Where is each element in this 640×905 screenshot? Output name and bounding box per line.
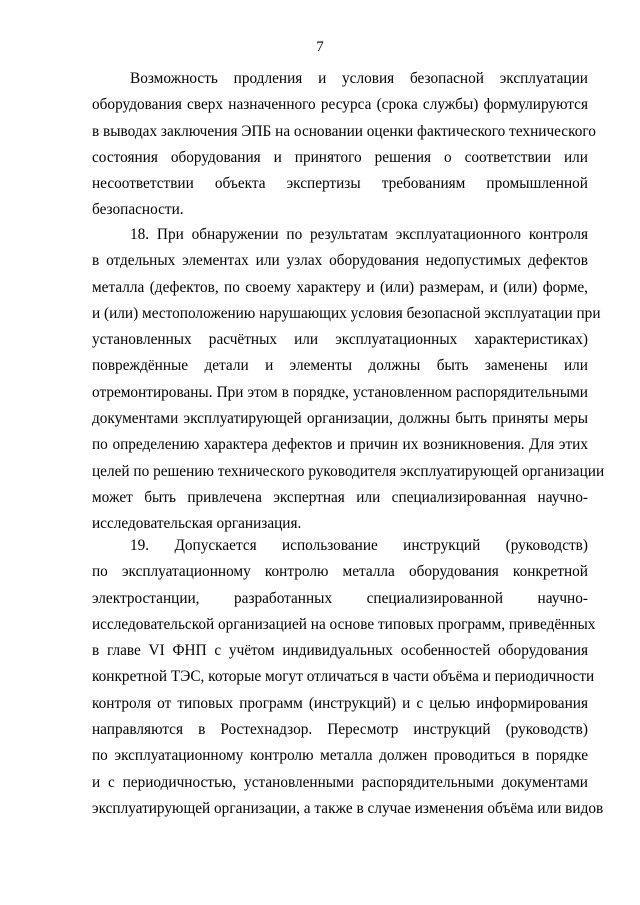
text-line: в главе VI ФНП с учётом индивидуальных особенностей оборудования [92, 642, 588, 660]
text-line: направляются в Ростехнадзор. Пересмотр инструкций (руководств) [92, 721, 588, 739]
text-line: металла (дефектов, по своему характеру и (или) размерам, и (или) форме, [92, 278, 588, 296]
text-line: документами эксплуатирующей организации, должны быть приняты меры [92, 410, 588, 428]
text-line: и (или) местоположению нарушающих условия безопасной эксплуатации при [92, 304, 601, 322]
text-line: контроля от типовых программ (инструкций) и с целью информирования [92, 694, 588, 712]
text-line: целей по решению технического руководителя эксплуатирующей организации [92, 462, 605, 480]
text-line: исследовательской организацией на основе типовых программ, приведённых [92, 615, 596, 633]
text-line: и с периодичностью, установленными распорядительными документами [92, 773, 588, 791]
text-line: электростанции, разработанных специализированной научно- [92, 589, 588, 607]
text-line: 18. При обнаружении по результатам эксплуатационного контроля [130, 226, 588, 243]
text-line: в отдельных элементах или узлах оборудования недопустимых дефектов [92, 252, 588, 270]
text-line: повреждённые детали и элементы должны быть заменены или [92, 357, 588, 375]
text-line: конкретной ТЭС, которые могут отличаться в части объёма и периодичности [92, 668, 595, 686]
text-line: может быть привлечена экспертная или специализированная научно- [92, 488, 588, 506]
text-line: исследовательская организация. [92, 515, 302, 533]
text-line: оборудования сверх назначенного ресурса (срока службы) формулируются [92, 96, 588, 114]
text-line: установленных расчётных или эксплуатационных характеристиках) [92, 331, 588, 349]
text-line: несоответствии объекта экспертизы требованиям промышленной [92, 175, 588, 193]
paragraph-clause-18 [92, 222, 605, 538]
text-line: по определению характера дефектов и причин их возникновения. Для этих [92, 436, 588, 454]
paragraph-clause-19 [92, 533, 604, 822]
text-line: по эксплуатационному контролю металла оборудования конкретной [92, 563, 588, 581]
text-line: 19. Допускается использование инструкций (руководств) [130, 537, 588, 554]
text-line: эксплуатирующей организации, а также в случае изменения объёма или видов [92, 799, 604, 817]
text-line: Возможность продления и условия безопасной эксплуатации [130, 70, 588, 87]
text-line: по эксплуатационному контролю металла должен проводиться в порядке [92, 747, 588, 765]
paragraph-equipment-life-extension [92, 66, 596, 224]
text-line: в выводах заключения ЭПБ на основании оценки фактического технического [92, 122, 596, 140]
page-number: 7 [316, 39, 324, 55]
text-line: состояния оборудования и принятого решения о соответствии или [92, 148, 588, 166]
text-line: безопасности. [92, 201, 184, 219]
text-line: отремонтированы. При этом в порядке, установленном распорядительными [92, 383, 588, 401]
